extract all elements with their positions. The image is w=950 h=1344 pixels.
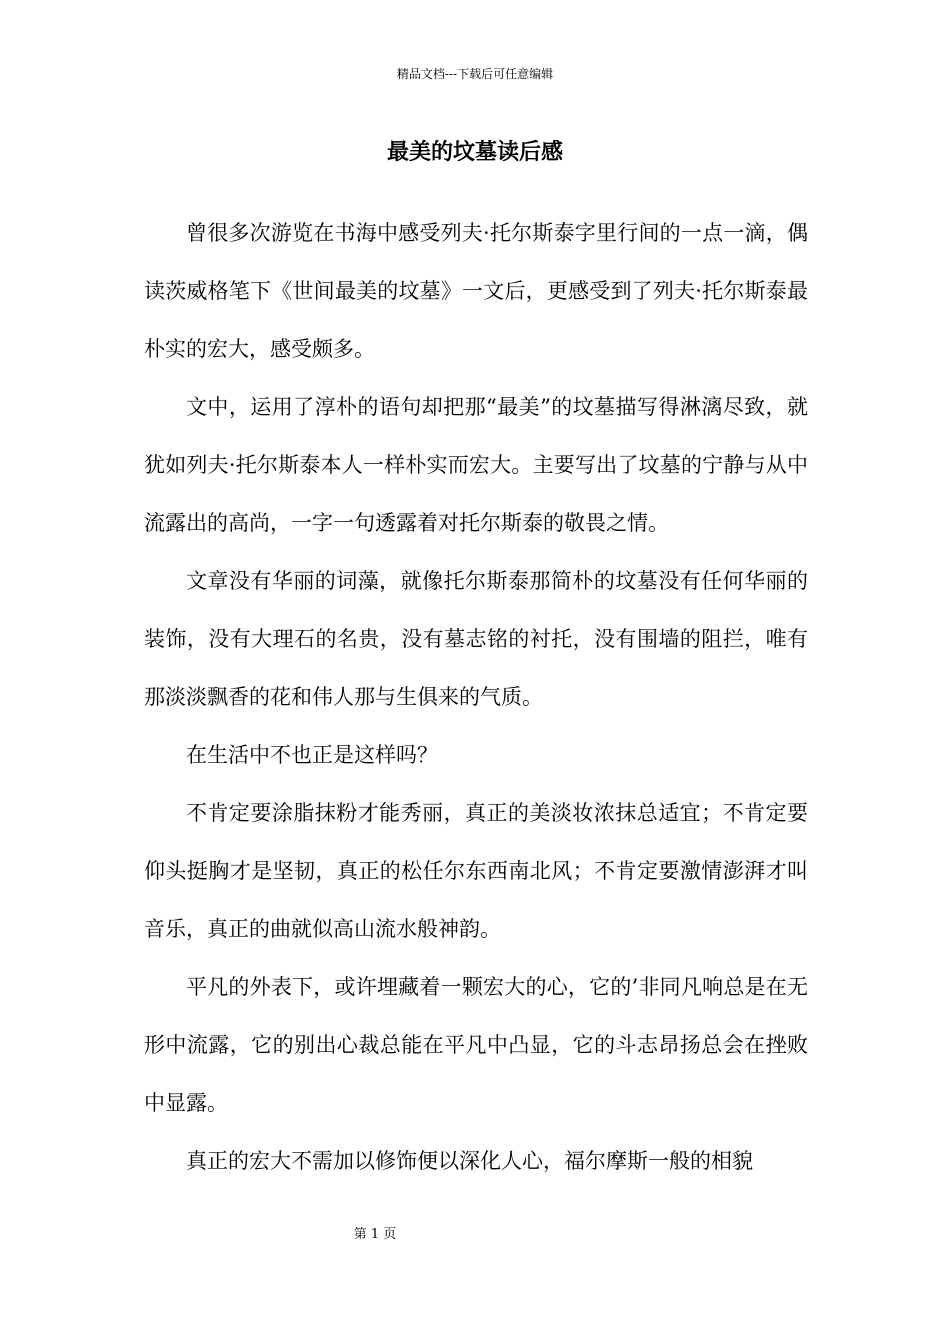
document-body <box>144 204 808 1190</box>
paragraph: 曾很多次游览在书海中感受列夫·托尔斯泰字里行间的一点一滴，偶读茨威格笔下《世间最美的坟墓》一文后，更感受到了列夫·托尔斯泰最朴实的宏大，感受颇多。 <box>144 221 808 361</box>
paragraph: 文中，运用了淳朴的语句却把那“最美”的坟墓描写得淋漓尽致，就犹如列夫·托尔斯泰本人一样朴实而宏大。主要写出了坟墓的宁静与从中流露出的高尚，一字一句透露着对托尔斯泰的敬畏之情。 <box>144 395 808 535</box>
page-number: 第 1 页 <box>353 1227 397 1242</box>
paragraph: 平凡的外表下，或许埋藏着一颗宏大的心，它的’非同凡响总是在无形中流露，它的别出心裁总能在平凡中凸显，它的斗志昂扬总会在挫败中显露。 <box>144 975 808 1115</box>
paragraph: 在生活中不也正是这样吗？ <box>186 743 438 767</box>
document-title: 最美的坟墓读后感 <box>386 139 563 165</box>
paragraph: 不肯定要涂脂抹粉才能秀丽，真正的美淡妆浓抹总适宜；不肯定要仰头挺胸才是坚韧，真正的松任尔东西南北风；不肯定要激情澎湃才叫音乐，真正的曲就似高山流水般神韵。 <box>144 801 808 941</box>
paragraph: 文章没有华丽的词藻，就像托尔斯泰那简朴的坟墓没有任何华丽的装饰，没有大理石的名贵，没有墓志铭的衬托，没有围墙的阻拦，唯有那淡淡飘香的花和伟人那与生俱来的气质。 <box>144 569 808 709</box>
paragraph: 真正的宏大不需加以修饰便以深化人心，福尔摩斯一般的相貌 <box>186 1149 753 1173</box>
page-header: 精品文档---下载后可任意编辑 <box>396 67 554 81</box>
